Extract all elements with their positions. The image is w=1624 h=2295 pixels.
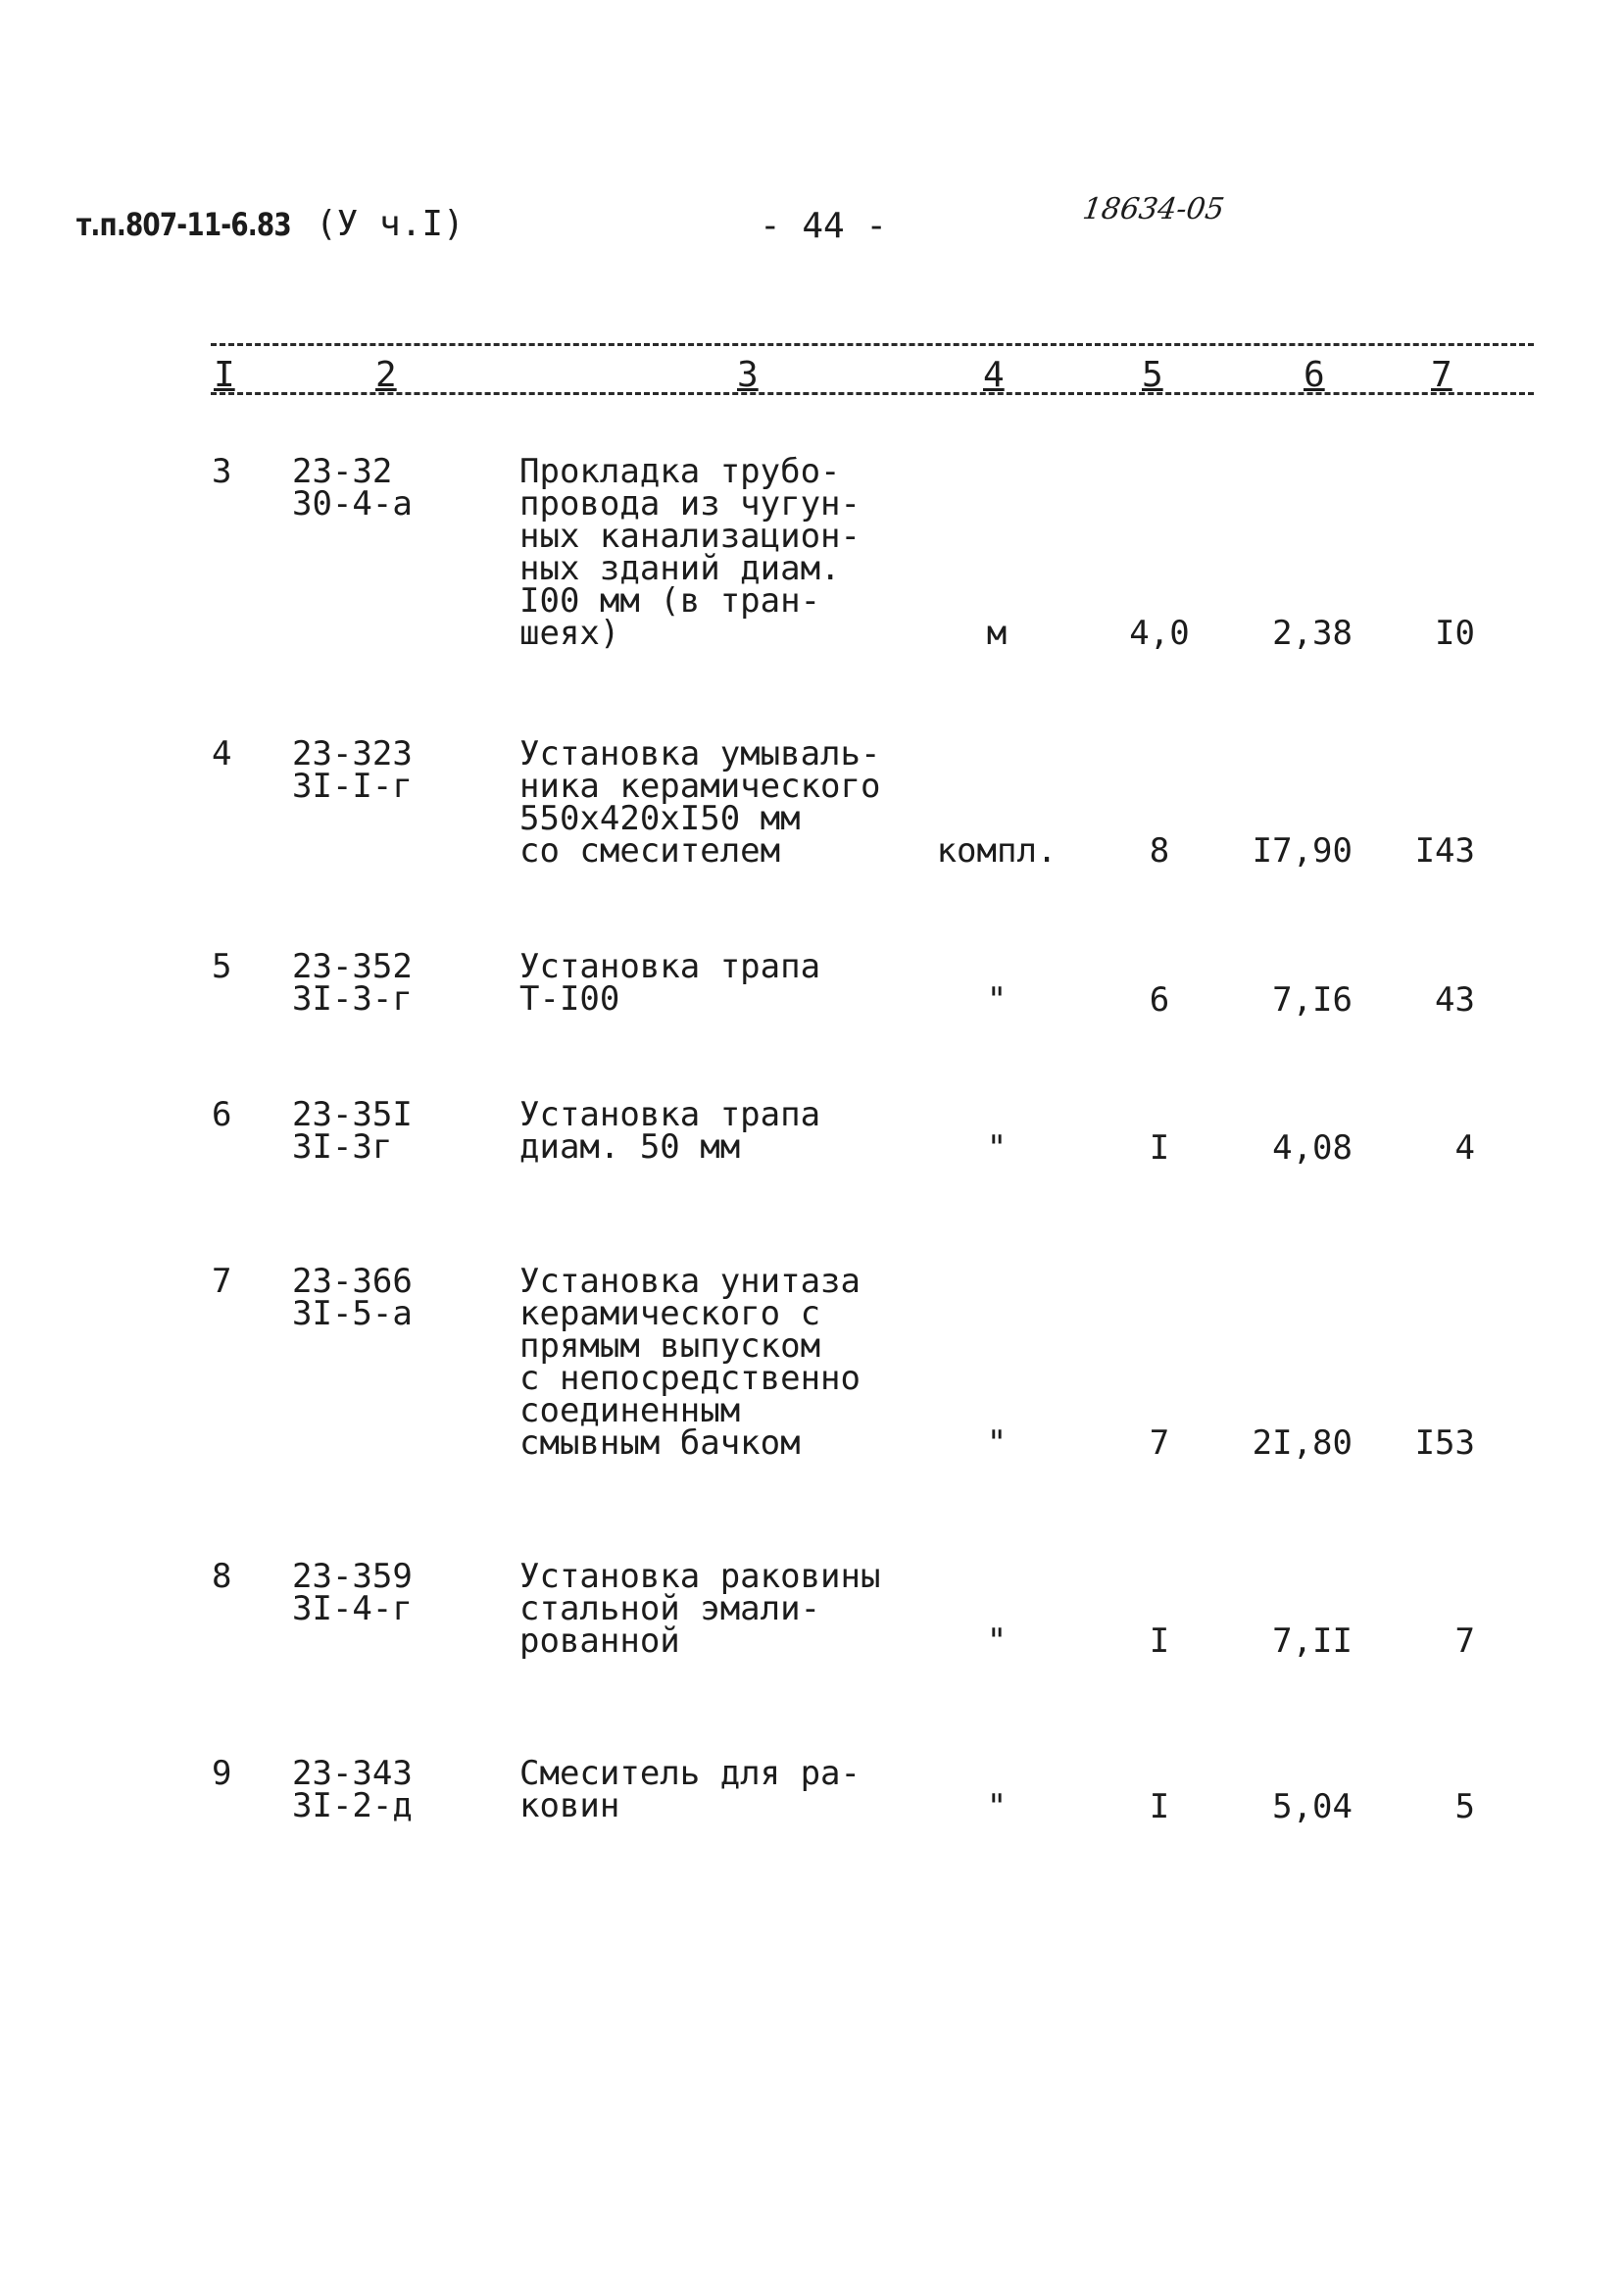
handwritten-note: 18634-05	[1080, 192, 1227, 226]
item-description: Установка унитаза керамического с прямым выпуском с непосредственно соединенным смывным бачком	[519, 1262, 861, 1463]
item-unit: "	[986, 1621, 1008, 1661]
item-description: Установка трапа Т-I00	[519, 947, 821, 1019]
item-code: 23-366 3I-5-а	[292, 1262, 413, 1333]
page-number: - 44 -	[760, 206, 888, 246]
item-unit-price: 5,04	[1272, 1787, 1353, 1826]
item-description: Смеситель для ра- ковин	[519, 1754, 861, 1825]
item-unit: "	[986, 980, 1008, 1020]
item-unit: компл.	[936, 831, 1058, 871]
item-quantity: 4,0	[1129, 614, 1190, 653]
item-unit: "	[986, 1787, 1008, 1826]
column-header-6: 6	[1304, 355, 1325, 395]
column-header-5: 5	[1142, 355, 1163, 395]
item-total: 7	[1454, 1621, 1475, 1661]
item-quantity: I	[1149, 1787, 1170, 1826]
row-number: 3	[212, 452, 232, 491]
item-quantity: 6	[1149, 980, 1170, 1020]
item-quantity: I	[1149, 1128, 1170, 1168]
item-code: 23-343 3I-2-д	[292, 1754, 413, 1825]
item-total: 43	[1435, 980, 1475, 1020]
item-unit-price: 2I,80	[1252, 1423, 1353, 1463]
header-part: (У ч.I)	[316, 204, 465, 244]
item-code: 23-323 3I-I-г	[292, 734, 413, 806]
column-header-7: 7	[1431, 355, 1452, 395]
row-number: 7	[212, 1262, 232, 1301]
item-unit-price: I7,90	[1252, 831, 1353, 871]
column-header-2: 2	[375, 355, 397, 395]
item-total: I43	[1414, 831, 1475, 871]
item-quantity: 8	[1149, 831, 1170, 871]
item-total: I53	[1414, 1423, 1475, 1463]
row-number: 4	[212, 734, 232, 773]
item-unit-price: 7,I6	[1272, 980, 1353, 1020]
item-unit: "	[986, 1423, 1008, 1463]
item-unit-price: 4,08	[1272, 1128, 1353, 1168]
item-code: 23-35I 3I-3г	[292, 1095, 413, 1167]
item-total: 5	[1454, 1787, 1475, 1826]
item-unit-price: 2,38	[1272, 614, 1353, 653]
item-code: 23-32 30-4-а	[292, 452, 413, 524]
table-top-rule	[211, 343, 1534, 346]
column-header-4: 4	[983, 355, 1005, 395]
item-unit: м	[986, 614, 1008, 653]
row-number: 9	[212, 1754, 232, 1793]
column-header-3: 3	[737, 355, 759, 395]
item-quantity: I	[1149, 1621, 1170, 1661]
item-unit-price: 7,II	[1272, 1621, 1353, 1661]
item-description: Установка раковины стальной эмали- рованной	[519, 1557, 881, 1661]
item-total: I0	[1435, 614, 1475, 653]
row-number: 8	[212, 1557, 232, 1596]
header-doc-code: т.п.807-11-6.83	[76, 206, 291, 243]
item-code: 23-359 3I-4-г	[292, 1557, 413, 1628]
column-header-1: I	[214, 355, 235, 395]
item-description: Установка трапа диам. 50 мм	[519, 1095, 821, 1167]
item-description: Установка умываль- ника керамического 550х420хI50 мм со смесителем	[519, 734, 881, 871]
item-code: 23-352 3I-3-г	[292, 947, 413, 1019]
item-description: Прокладка трубо- провода из чугун- ных канализацион- ных зданий диам. I00 мм (в тран- шеях)	[519, 452, 861, 653]
row-number: 5	[212, 947, 232, 986]
item-unit: "	[986, 1128, 1008, 1168]
row-number: 6	[212, 1095, 232, 1134]
item-quantity: 7	[1149, 1423, 1170, 1463]
header-bottom-rule	[211, 392, 1534, 395]
item-total: 4	[1454, 1128, 1475, 1168]
